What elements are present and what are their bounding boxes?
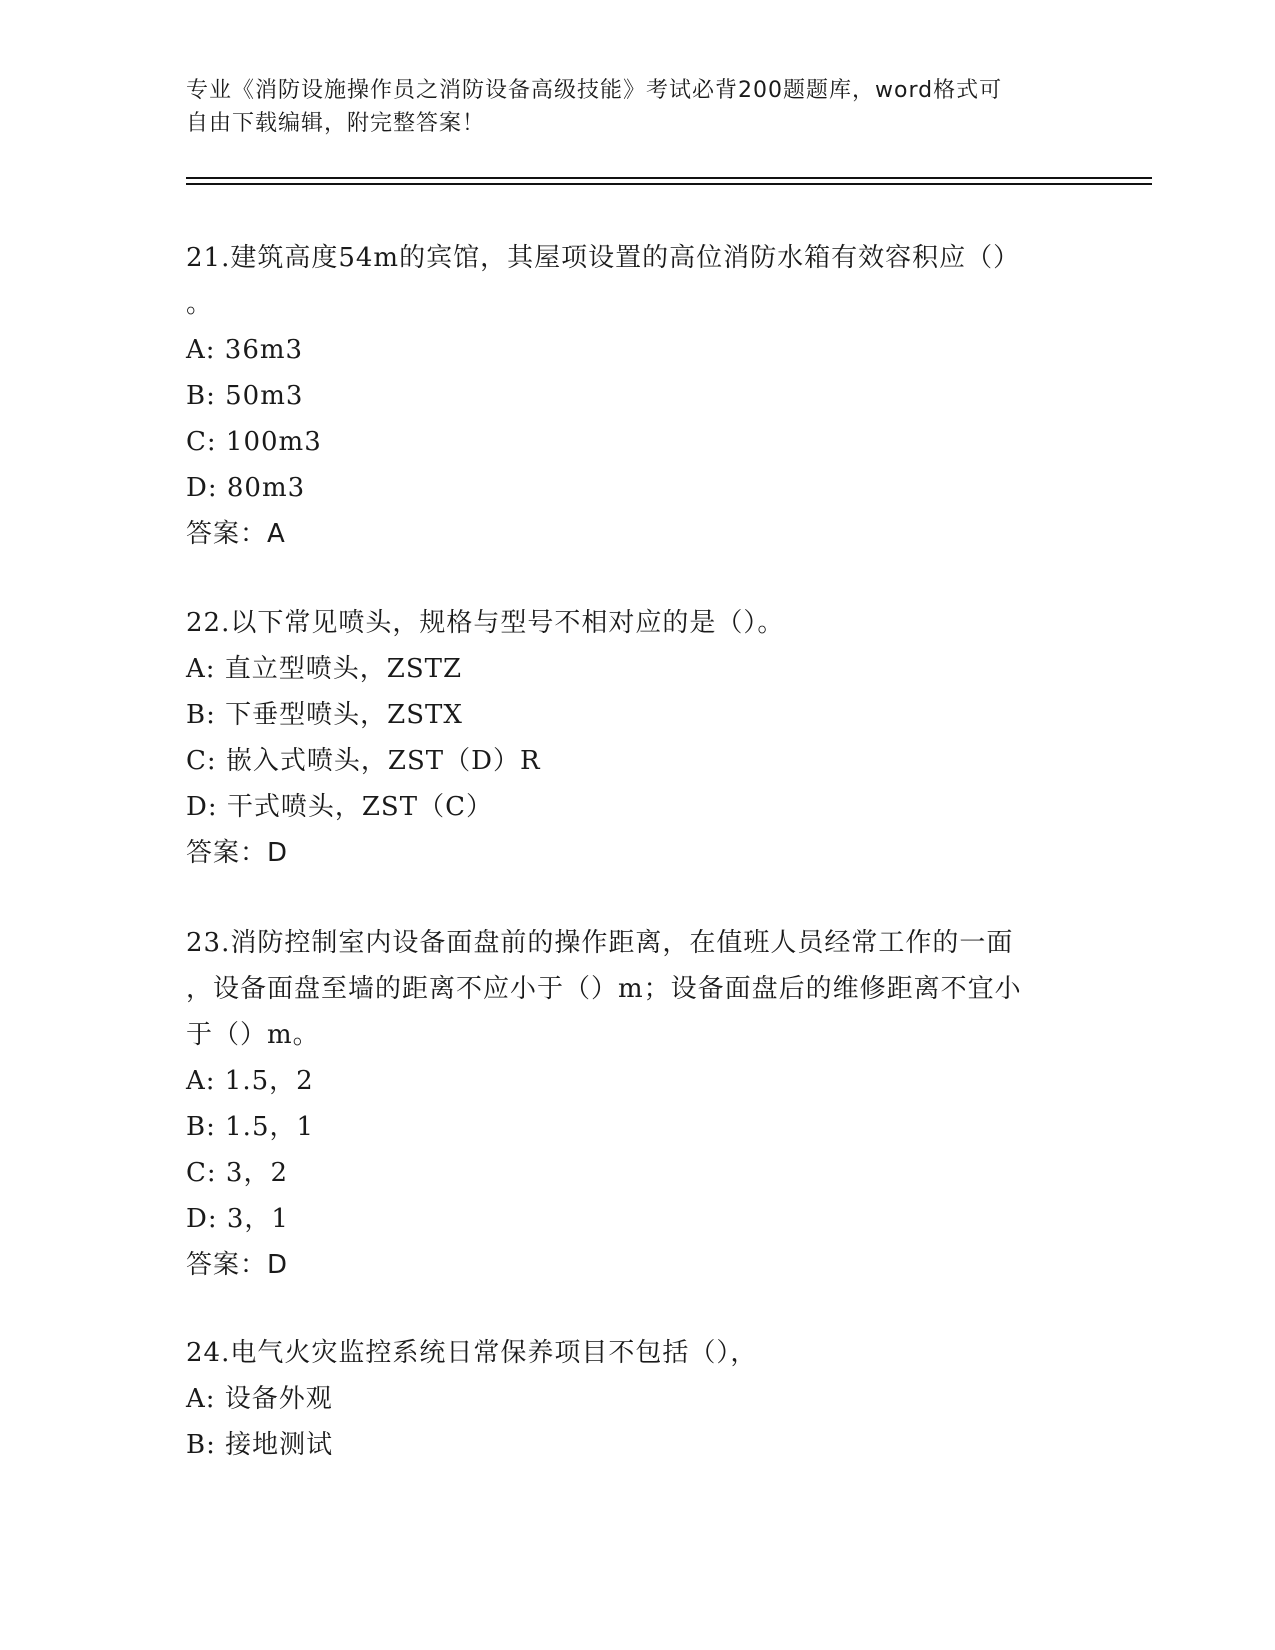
option-c: C: 100m3	[186, 427, 322, 457]
question-stem	[186, 600, 1086, 646]
question-stem	[186, 920, 1086, 1058]
header-line-1: 专业《消防设施操作员之消防设备高级技能》考试必背200题题库，word格式可	[186, 78, 1003, 103]
option-b: B: 1.5，1	[186, 1112, 315, 1142]
option-b: B: 50m3	[186, 381, 304, 411]
header-line-2: 自由下载编辑，附完整答案！	[186, 111, 486, 136]
question-stem-line: 于（）m。	[186, 1020, 320, 1050]
header-divider-bottom	[186, 183, 1152, 185]
answer-line: 答案：D	[186, 1250, 289, 1280]
question-stem-line: 23.消防控制室内设备面盘前的操作距离，在值班人员经常工作的一面	[186, 928, 1014, 958]
option-d: D: 80m3	[186, 473, 306, 503]
question-stem-line: 22.以下常见喷头，规格与型号不相对应的是（）。	[186, 608, 785, 638]
question-stem-line: ，设备面盘至墙的距离不应小于（）m；设备面盘后的维修距离不宜小	[186, 974, 1022, 1004]
question-23	[186, 920, 1086, 1288]
question-21	[186, 235, 1086, 557]
option-b: B: 接地测试	[186, 1430, 334, 1460]
option-a: A: 直立型喷头，ZSTZ	[186, 654, 463, 684]
question-24	[186, 1330, 1086, 1468]
option-d: D: 干式喷头，ZST（C）	[186, 792, 493, 822]
header-divider-top	[186, 177, 1152, 179]
option-a: A: 1.5，2	[186, 1066, 314, 1096]
option-a: A: 36m3	[186, 335, 304, 365]
option-b: B: 下垂型喷头，ZSTX	[186, 700, 463, 730]
option-c: C: 3，2	[186, 1158, 289, 1188]
answer-line: 答案：D	[186, 838, 289, 868]
option-c: C: 嵌入式喷头，ZST（D）R	[186, 746, 541, 776]
answer-line: 答案：A	[186, 519, 286, 549]
document-header	[186, 74, 1066, 140]
question-stem	[186, 1330, 1086, 1376]
option-d: D: 3，1	[186, 1204, 289, 1234]
question-stem-line: 。	[186, 289, 214, 319]
question-stem-line: 21.建筑高度54m的宾馆，其屋项设置的高位消防水箱有效容积应（）	[186, 243, 1021, 273]
question-22	[186, 600, 1086, 876]
option-a: A: 设备外观	[186, 1384, 333, 1414]
question-stem-line: 24.电气火灾监控系统日常保养项目不包括（），	[186, 1338, 758, 1368]
question-stem	[186, 235, 1086, 327]
